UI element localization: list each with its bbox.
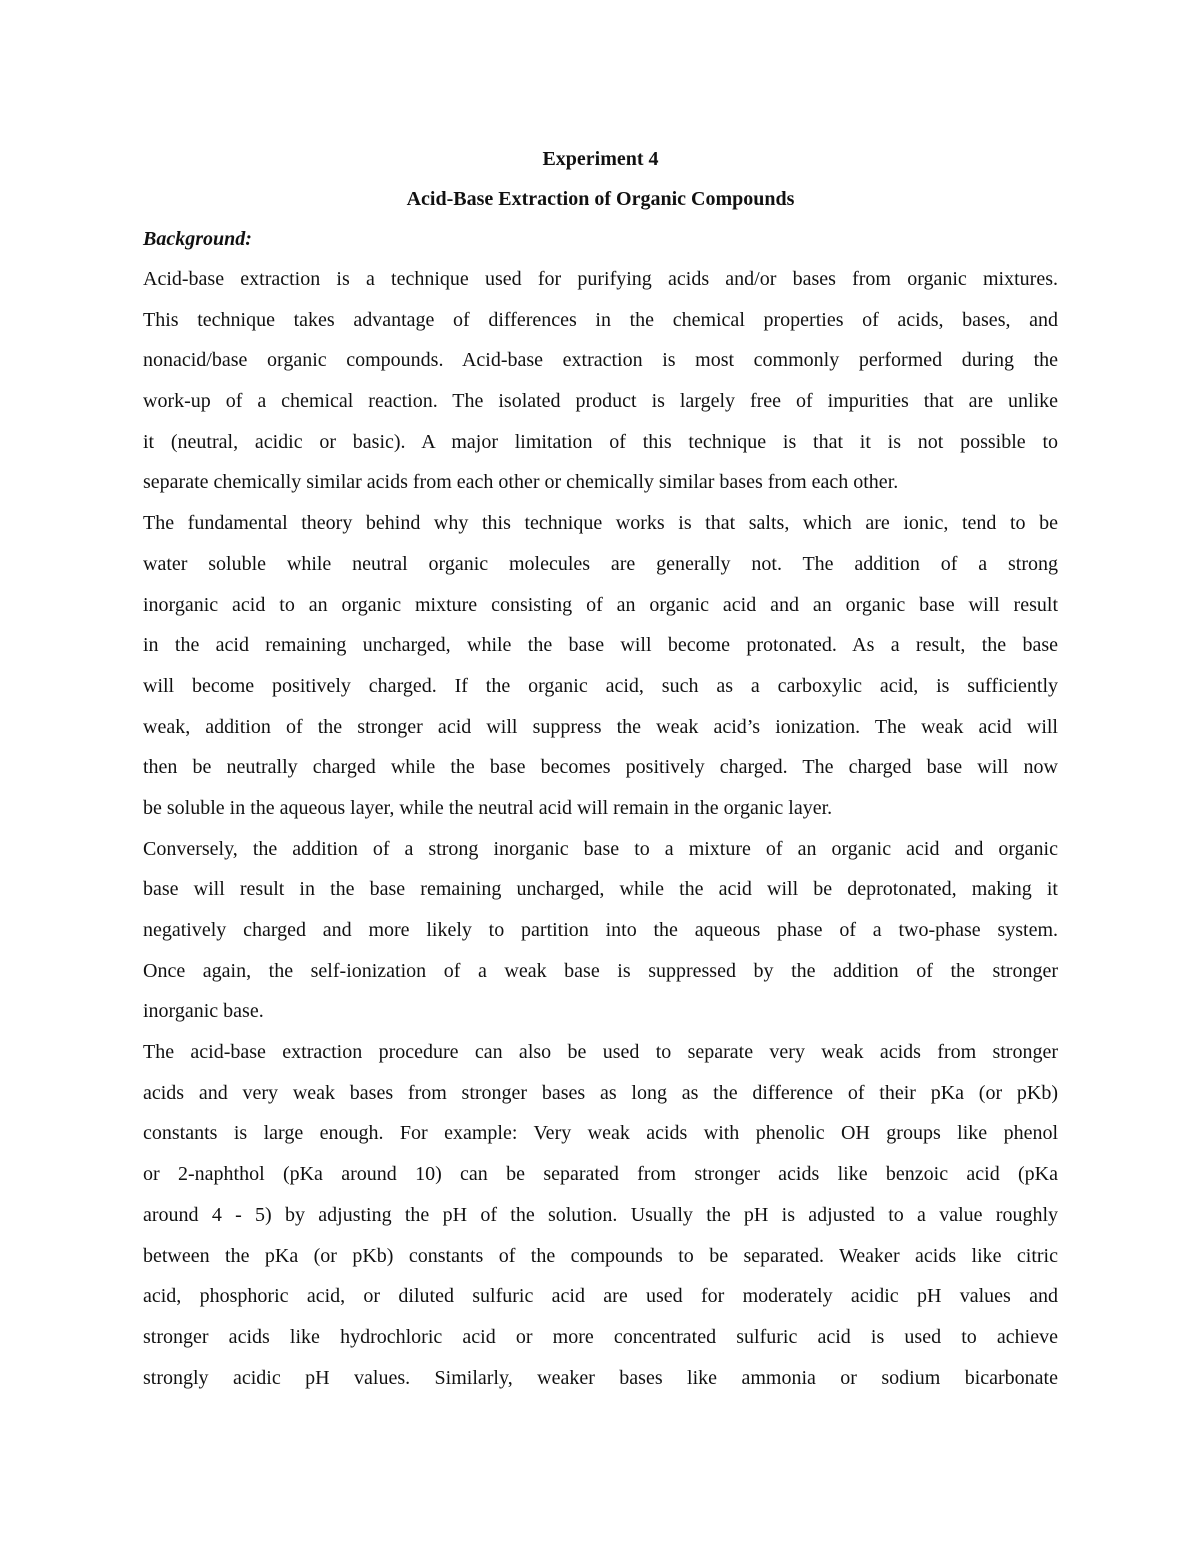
text-line: weak, addition of the stronger acid will suppress the weak acid’s ionization. The weak acid will: [143, 715, 1058, 738]
paragraph-4: [143, 1032, 1058, 1398]
paragraph-1: [143, 259, 1058, 503]
text-line: constants is large enough. For example: Very weak acids with phenolic OH groups like phenol: [143, 1122, 1058, 1145]
text-line: it (neutral, acidic or basic). A major limitation of this technique is that it is not possible to: [143, 430, 1058, 453]
text-line: be soluble in the aqueous layer, while the neutral acid will remain in the organic layer.: [143, 796, 833, 819]
paragraph-3: [143, 829, 1058, 1032]
text-line: will become positively charged. If the organic acid, such as a carboxylic acid, is sufficiently: [143, 674, 1058, 697]
text-line: Acid-base extraction is a technique used for purifying acids and/or bases from organic mixtures.: [143, 268, 1058, 290]
text-line: inorganic base.: [143, 1000, 264, 1023]
text-line: The fundamental theory behind why this technique works is that salts, which are ionic, tend to be: [143, 512, 1058, 535]
text-line: strongly acidic pH values. Similarly, weaker bases like ammonia or sodium bicarbonate: [143, 1366, 1058, 1389]
text-line: inorganic acid to an organic mixture consisting of an organic acid and an organic base will result: [143, 593, 1058, 616]
text-line: nonacid/base organic compounds. Acid-base extraction is most commonly performed during the: [143, 349, 1058, 372]
text-line: stronger acids like hydrochloric acid or more concentrated sulfuric acid is used to achieve: [143, 1325, 1058, 1348]
text-line: This technique takes advantage of differences in the chemical properties of acids, bases, and: [143, 308, 1058, 331]
text-line: work-up of a chemical reaction. The isolated product is largely free of impurities that are unlike: [143, 390, 1058, 413]
text-line: base will result in the base remaining uncharged, while the acid will be deprotonated, making it: [143, 878, 1058, 901]
document-body: [143, 139, 1058, 1398]
text-line: then be neutrally charged while the base becomes positively charged. The charged base will now: [143, 756, 1058, 779]
document-subtitle: Acid-Base Extraction of Organic Compounds: [406, 188, 795, 210]
text-line: Once again, the self-ionization of a weak base is suppressed by the addition of the stronger: [143, 959, 1058, 982]
text-line: The acid-base extraction procedure can also be used to separate very weak acids from stronger: [143, 1041, 1058, 1064]
text-line: around 4 - 5) by adjusting the pH of the solution. Usually the pH is adjusted to a value roughly: [143, 1203, 1058, 1226]
section-heading: Background:: [143, 228, 252, 250]
text-line: between the pKa (or pKb) constants of the compounds to be separated. Weaker acids like citric: [143, 1244, 1058, 1267]
text-line: Conversely, the addition of a strong inorganic base to a mixture of an organic acid and organic: [143, 837, 1058, 860]
document-title: Experiment 4: [542, 148, 659, 170]
text-line: acid, phosphoric acid, or diluted sulfuric acid are used for moderately acidic pH values and: [143, 1285, 1058, 1308]
text-line: in the acid remaining uncharged, while the base will become protonated. As a result, the base: [143, 634, 1058, 657]
text-line: acids and very weak bases from stronger bases as long as the difference of their pKa (or pKb): [143, 1081, 1058, 1104]
paragraph-2: [143, 503, 1058, 829]
text-line: or 2-naphthol (pKa around 10) can be separated from stronger acids like benzoic acid (pKa: [143, 1163, 1058, 1186]
text-line: water soluble while neutral organic molecules are generally not. The addition of a strong: [143, 552, 1058, 575]
text-line: separate chemically similar acids from each other or chemically similar bases from each other.: [143, 471, 899, 494]
text-line: negatively charged and more likely to partition into the aqueous phase of a two-phase system.: [143, 919, 1058, 941]
